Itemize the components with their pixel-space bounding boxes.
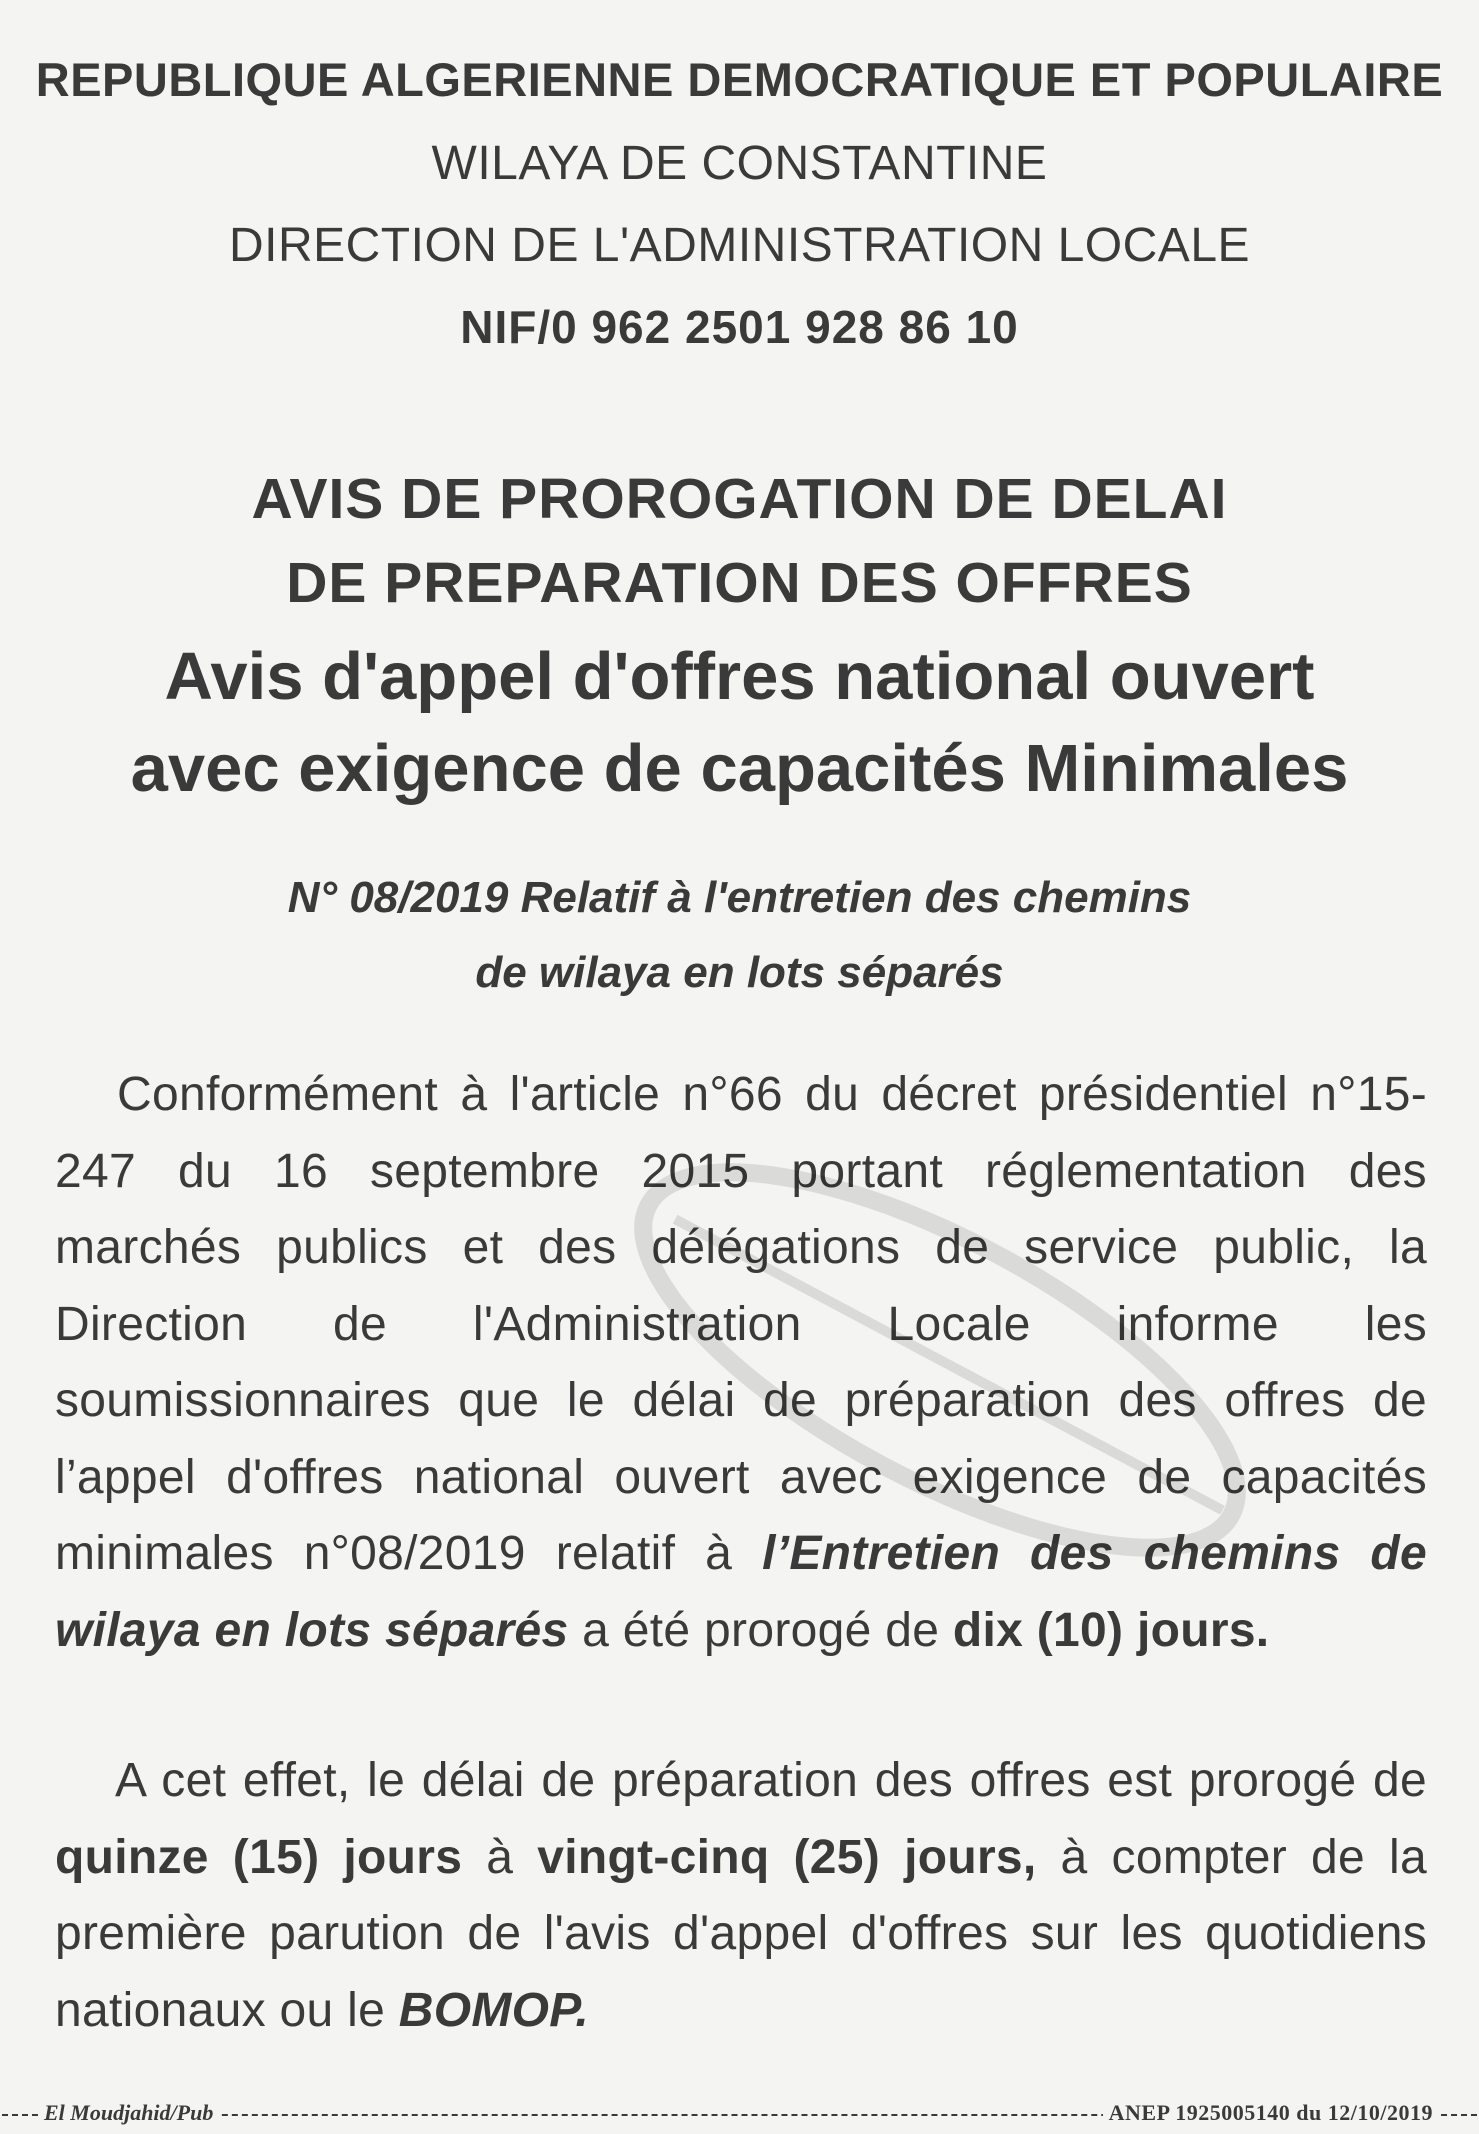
project-emphasis: l’Entretien des chemins de wilaya en lots séparés bbox=[55, 1527, 1427, 1657]
anep-reference: ANEP 1925005140 du 12/10/2019 bbox=[1103, 2100, 1439, 2126]
bomop-reference: BOMOP. bbox=[398, 1983, 590, 2037]
tender-title-line-2: avec exigence de capacités Minimales bbox=[130, 731, 1349, 806]
old-deadline: quinze (15) jours bbox=[55, 1830, 463, 1884]
nif-number: NIF/0 962 2501 928 86 10 bbox=[460, 301, 1019, 353]
paragraph-text: A cet effet, le délai de préparation des offres est prorogé de bbox=[115, 1754, 1427, 1807]
notice-title-line-2: DE PREPARATION DES OFFRES bbox=[286, 551, 1193, 615]
republic-heading: REPUBLIQUE ALGERIENNE DEMOCRATIQUE ET POPULAIRE bbox=[35, 53, 1444, 106]
paragraph-text: à compter de la première parution de l'avis d'appel d'offres sur les quotidiens nationaux ou le bbox=[55, 1830, 1427, 2037]
extension-paragraph bbox=[55, 1057, 1427, 1669]
tender-reference-line-1: N° 08/2019 Relatif à l'entretien des chemins bbox=[287, 873, 1192, 922]
deadline-paragraph bbox=[55, 1743, 1427, 2049]
wilaya-heading: WILAYA DE CONSTANTINE bbox=[431, 137, 1048, 190]
direction-heading: DIRECTION DE L'ADMINISTRATION LOCALE bbox=[228, 219, 1251, 272]
paragraph-text: a été prorogé de bbox=[568, 1603, 953, 1657]
paragraph-text: à bbox=[462, 1830, 538, 1884]
tender-title-line-1: Avis d'appel d'offres national ouvert bbox=[164, 639, 1315, 714]
extension-duration: dix (10) jours. bbox=[952, 1603, 1270, 1657]
tender-reference-line-2: de wilaya en lots séparés bbox=[475, 948, 1004, 997]
new-deadline: vingt-cinq (25) jours, bbox=[537, 1830, 1037, 1884]
footer bbox=[0, 2098, 1479, 2128]
paragraph-text: Conformément à l'article n°66 du décret présidentiel n°15-247 du 16 septembre 2015 portant réglementation des marchés publics et des délégations de service public, la Direction de l'Administration Locale informe les soumissionnaires que le délai de préparation des offres de l’appel d'offres national ouvert avec exigence de capacités minimales n°08/2019 relatif à bbox=[55, 1068, 1427, 1580]
notice-title-line-1: AVIS DE PROROGATION DE DELAI bbox=[251, 467, 1228, 531]
publication-source: El Moudjahid/Pub bbox=[38, 2100, 219, 2126]
